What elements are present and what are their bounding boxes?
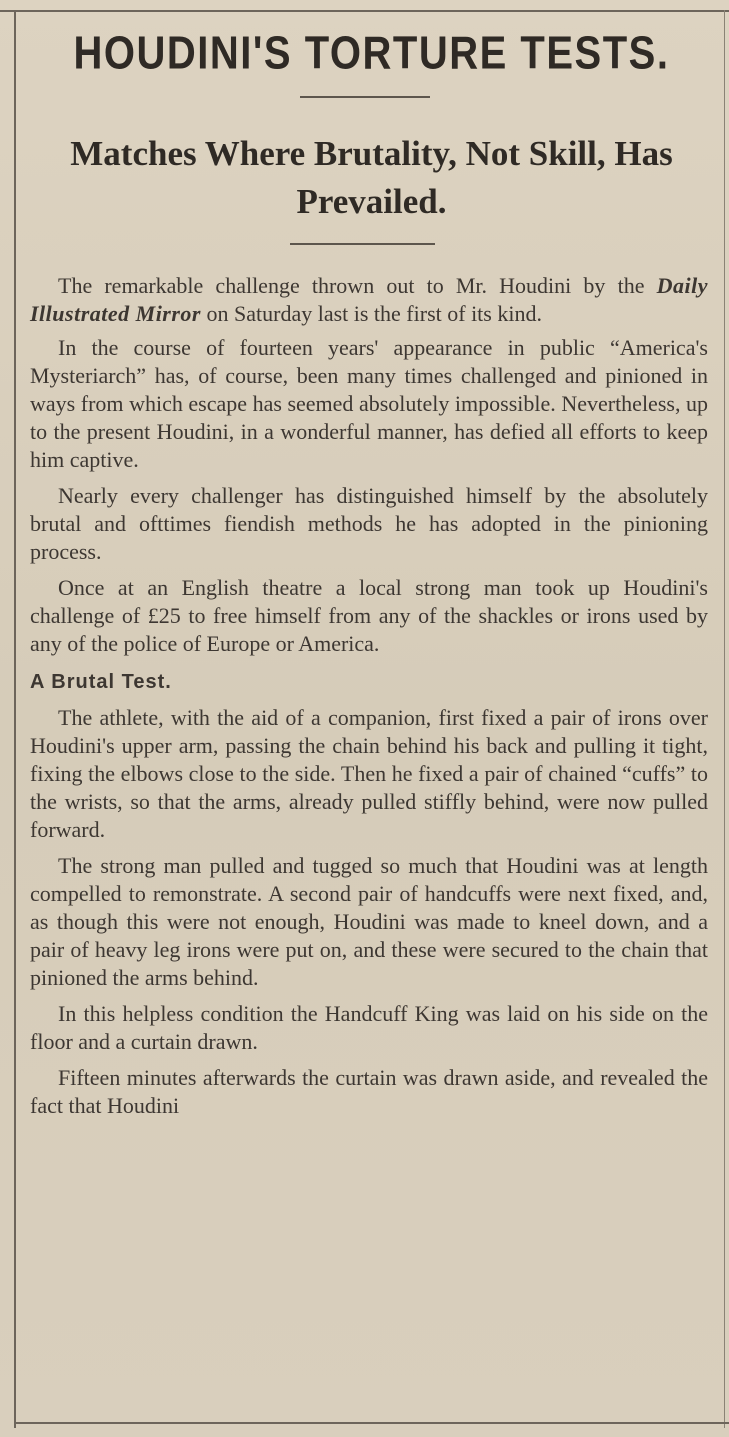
paragraph-6: The strong man pulled and tugged so much that Houdini was at length compelled to remonstrate. A second pair of handcuffs were next fixed, and, as though this were not enough, Houdini was made to kneel down, and a pair of heavy leg irons were put on, and these were secured to the chain that pinioned the arms behind. bbox=[30, 853, 708, 990]
paragraph-1 bbox=[30, 272, 708, 328]
bottom-border-rule bbox=[14, 1422, 729, 1424]
newspaper-title: Daily Illustrated Mirror bbox=[30, 273, 708, 326]
paragraph-2: In the course of fourteen years' appearance in public “America's Mysteriarch” has, of course, been many times challenged and pinioned in ways from which escape has seemed absolutely impossible. Nevertheless, up to the present Houdini, in a wonderful manner, has defied all efforts to keep him captive. bbox=[30, 335, 708, 472]
paragraph-1-text-start: The remarkable challenge thrown out to Mr. Houdini by the bbox=[58, 273, 657, 298]
top-border-rule bbox=[0, 10, 729, 12]
paragraph-5: The athlete, with the aid of a companion, first fixed a pair of irons over Houdini's upper arm, passing the chain behind his back and pulling it tight, fixing the elbows close to the side. Then he fixed a pair of chained “cuffs” to the wrists, so that the arms, already pulled stiffly behind, were now pulled forward. bbox=[30, 705, 708, 842]
subheadline: Matches Where Brutality, Not Skill, Has Prevailed. bbox=[70, 134, 673, 221]
paragraph-7: In this helpless condition the Handcuff King was laid on his side on the floor and a curtain drawn. bbox=[30, 1001, 708, 1054]
paragraph-3: Nearly every challenger has distinguished himself by the absolutely brutal and ofttimes fiendish methods he has adopted in the pinioning process. bbox=[30, 483, 708, 564]
paragraph-4: Once at an English theatre a local strong man took up Houdini's challenge of £25 to free himself from any of the shackles or irons used by any of the police of Europe or America. bbox=[30, 575, 708, 656]
paragraph-1-text-end: on Saturday last is the first of its kind. bbox=[201, 301, 542, 326]
subheadline-divider bbox=[290, 243, 435, 245]
section-heading: A Brutal Test. bbox=[30, 671, 172, 693]
paragraph-8: Fifteen minutes afterwards the curtain was drawn aside, and revealed the fact that Houdini bbox=[30, 1065, 708, 1118]
article-body bbox=[30, 272, 708, 1128]
headline-divider bbox=[300, 96, 430, 98]
headline: HOUDINI'S TORTURE TESTS. bbox=[73, 28, 670, 79]
